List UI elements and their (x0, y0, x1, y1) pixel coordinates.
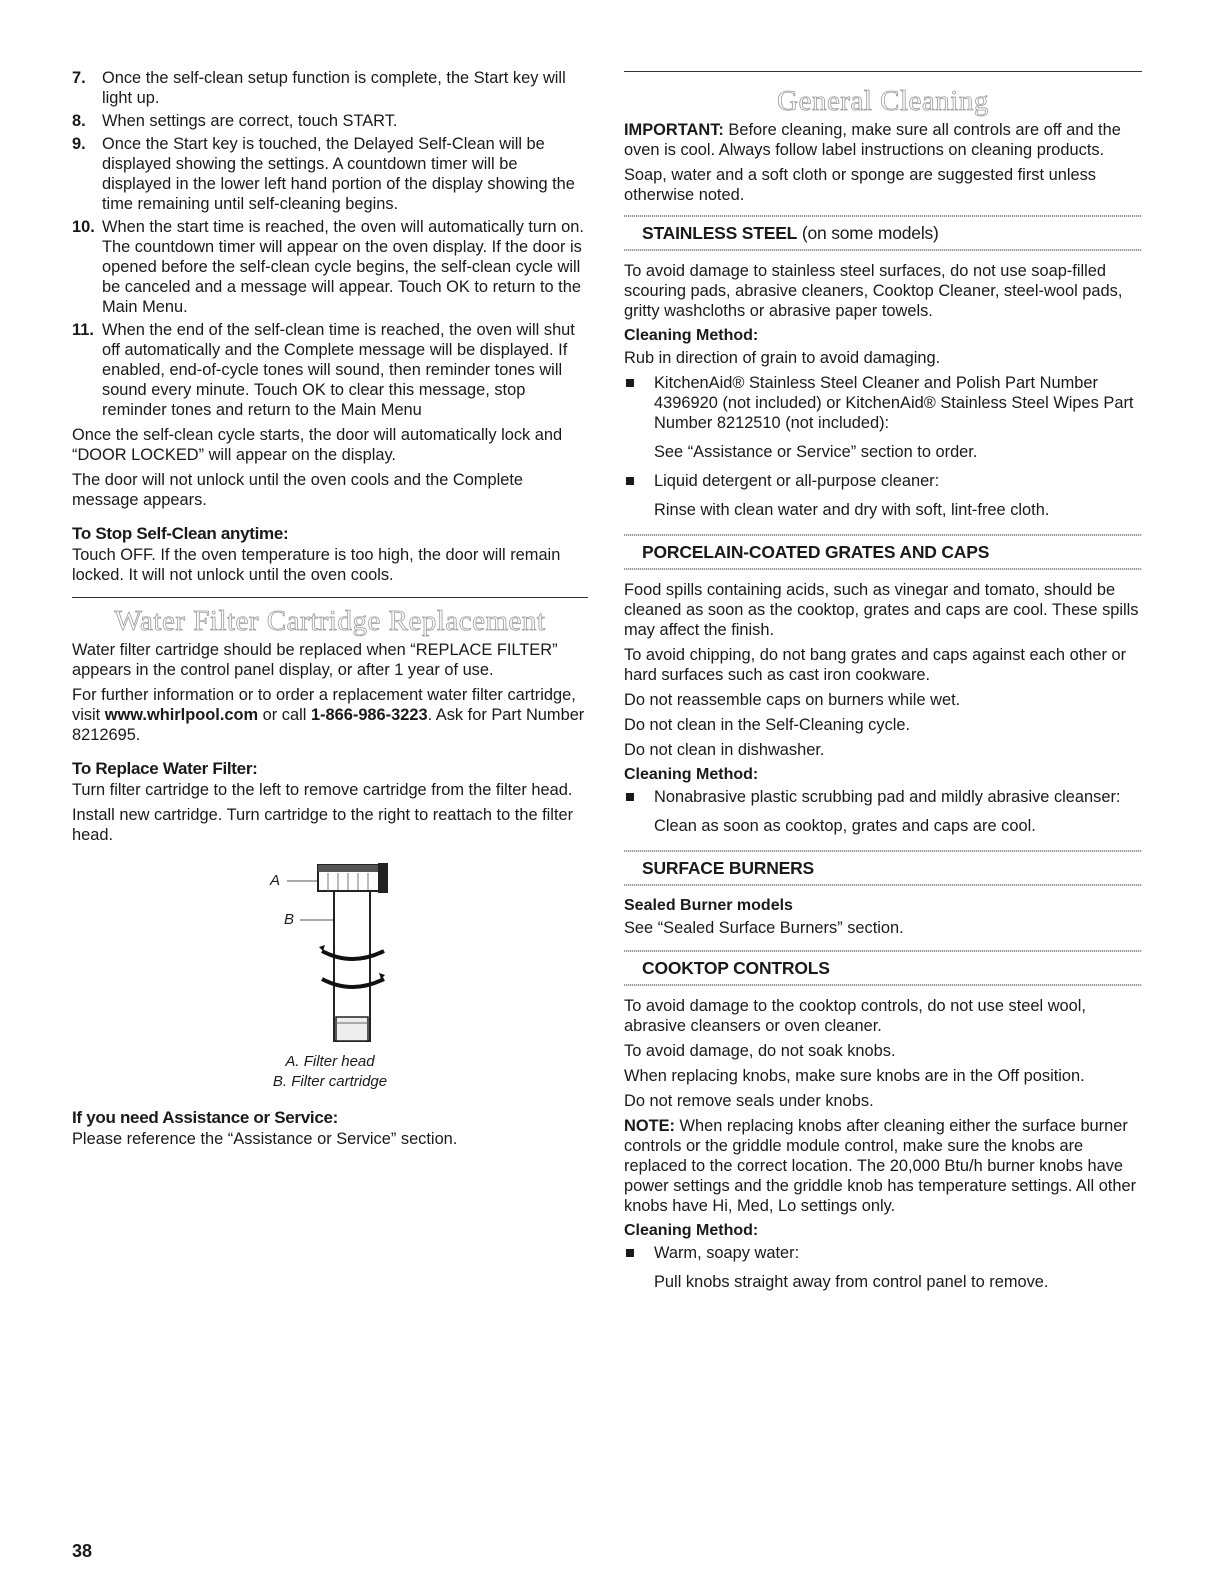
porcelain-heading: PORCELAIN-COATED GRATES AND CAPS (642, 542, 990, 562)
important-paragraph: IMPORTANT: Before cleaning, make sure all controls are off and the oven is cool. Always follow label instructions on cleaning products. (624, 121, 1121, 159)
label-a: A (270, 872, 281, 889)
controls-p1: To avoid damage to the cooktop controls, do not use steel wool, abrasive cleansers or oven cleaner. (624, 997, 1086, 1035)
hatch-divider (624, 884, 1142, 886)
filter-illustration (72, 855, 588, 1055)
porcelain-p2: To avoid chipping, do not bang grates and caps against each other or hard surfaces such as cast iron cookware. (624, 646, 1127, 684)
filter-diagram (72, 855, 588, 1055)
cooktop-controls-heading: COOKTOP CONTROLS (642, 958, 830, 978)
caption-filter-head: A. Filter head (285, 1053, 375, 1070)
surface-burners-heading: SURFACE BURNERS (642, 858, 815, 878)
step-item: 10. When the start time is reached, the oven will automatically turn on. The countdown timer will appear on the oven display. If the door is opened before the self-clean cycle begins, the self-clean cycle will be canceled and a message will appear. Touch OK to return to the Main Menu. (72, 218, 584, 316)
step-item: 11. When the end of the self-clean time is reached, the oven will shut off automatically and the Complete message will be displayed. If enabled, end-of-cycle tones will sound, then reminder tones will sound every minute. Touch OK to clear this message, stop reminder tones and return to the Main Menu (72, 321, 575, 419)
controls-bullets (624, 1243, 1142, 1292)
stainless-bullets (624, 373, 1142, 520)
cleaning-method-label: Cleaning Method: (624, 766, 759, 783)
porcelain-p5: Do not clean in dishwasher. (624, 741, 825, 759)
bullet-icon (626, 793, 634, 801)
water-filter-p1: Water filter cartridge should be replaced when “REPLACE FILTER” appears in the control panel display, or after 1 year of use. (72, 641, 558, 679)
general-cleaning-title: General Cleaning (777, 85, 989, 117)
stainless-paragraph: To avoid damage to stainless steel surfaces, do not use soap-filled scouring pads, abrasive cleaners, Cooktop Cleaner, steel-wool pads, gritty washcloths or abrasive paper towels. (624, 262, 1123, 320)
stainless-steel-heading: STAINLESS STEEL (on some models) (642, 223, 939, 243)
stop-self-clean-text: Touch OFF. If the oven temperature is too high, the door will remain locked. It will not unlock until the oven cools. (72, 546, 561, 584)
assistance-heading: If you need Assistance or Service: (72, 1108, 339, 1127)
controls-note: NOTE: When replacing knobs after cleaning either the surface burner controls or the griddle module control, make sure the knobs are replaced to the correct location. The 20,000 Btu/h burner knobs have power settings and the griddle knob has temperature settings. All other knobs have Hi, Med, Lo settings only. (624, 1117, 1137, 1215)
bullet-icon (626, 477, 634, 485)
step-item: 7. Once the self-clean setup function is complete, the Start key will light up. (72, 69, 566, 107)
list-item: KitchenAid® Stainless Steel Cleaner and Polish Part Number 4396920 (not included) or KitchenAid® Stainless Steel Wipes Part Number 8212510 (not included): See “Assistance or Service” section to order. (624, 373, 1142, 462)
page-number: 38 (72, 1541, 93, 1561)
controls-p3: When replacing knobs, make sure knobs are in the Off position. (624, 1067, 1085, 1085)
right-column (624, 71, 1142, 1297)
section-divider (72, 597, 588, 598)
water-filter-title: Water Filter Cartridge Replacement (114, 605, 546, 637)
cleaning-method-label: Cleaning Method: (624, 327, 759, 344)
list-item: Nonabrasive plastic scrubbing pad and mildly abrasive cleanser: Clean as soon as cooktop, grates and caps are cool. (624, 787, 1142, 836)
assistance-text: Please reference the “Assistance or Service” section. (72, 1130, 458, 1148)
porcelain-p4: Do not clean in the Self-Cleaning cycle. (624, 716, 911, 734)
stop-self-clean-heading: To Stop Self-Clean anytime: (72, 524, 289, 543)
sealed-burner-text: See “Sealed Surface Burners” section. (624, 919, 904, 937)
soap-paragraph: Soap, water and a soft cloth or sponge are suggested first unless otherwise noted. (624, 166, 1096, 204)
porcelain-p1: Food spills containing acids, such as vinegar and tomato, should be cleaned as soon as the cooktop, grates and caps are cool. These spills may affect the finish. (624, 581, 1139, 639)
sealed-burner-label: Sealed Burner models (624, 897, 793, 914)
list-item: Liquid detergent or all-purpose cleaner: Rinse with clean water and dry with soft, lint-free cloth. (624, 471, 1142, 520)
cleaning-method-label: Cleaning Method: (624, 1222, 759, 1239)
stainless-method-text: Rub in direction of grain to avoid damaging. (624, 349, 941, 367)
label-b: B (284, 911, 295, 928)
replace-filter-p1: Turn filter cartridge to the left to remove cartridge from the filter head. (72, 781, 573, 799)
step-item: 9. Once the Start key is touched, the Delayed Self-Clean will be displayed showing the settings. A countdown timer will be displayed in the lower left hand portion of the display showing the time remaining until self-cleaning begins. (72, 135, 575, 213)
hatch-divider (624, 249, 1142, 251)
porcelain-p3: Do not reassemble caps on burners while wet. (624, 691, 961, 709)
list-item: Warm, soapy water: Pull knobs straight away from control panel to remove. (624, 1243, 1142, 1292)
left-column (72, 68, 588, 1154)
controls-p2: To avoid damage, do not soak knobs. (624, 1042, 896, 1060)
door-unlock-paragraph: The door will not unlock until the oven cools and the Complete message appears. (72, 471, 524, 509)
bullet-icon (626, 379, 634, 387)
porcelain-bullets (624, 787, 1142, 836)
phone-number: 1-866-986-3223 (310, 706, 428, 724)
water-filter-p2: For further information or to order a replacement water filter cartridge, visit www.whirlpool.com or call 1-866-986-3223. Ask for Part Number 8212695. (72, 686, 585, 744)
caption-filter-cartridge: B. Filter cartridge (272, 1073, 388, 1090)
replace-filter-p2: Install new cartridge. Turn cartridge to the right to reattach to the filter head. (72, 806, 574, 844)
controls-p4: Do not remove seals under knobs. (624, 1092, 874, 1110)
door-lock-paragraph: Once the self-clean cycle starts, the door will automatically lock and “DOOR LOCKED” will appear on the display. (72, 426, 563, 464)
step-item: 8. When settings are correct, touch START. (72, 112, 398, 130)
bullet-icon (626, 1249, 634, 1257)
whirlpool-link[interactable]: www.whirlpool.com (104, 706, 259, 724)
section-divider (624, 71, 1142, 72)
self-clean-steps (72, 68, 588, 420)
hatch-divider (624, 984, 1142, 986)
hatch-divider (624, 568, 1142, 570)
replace-filter-heading: To Replace Water Filter: (72, 759, 258, 778)
